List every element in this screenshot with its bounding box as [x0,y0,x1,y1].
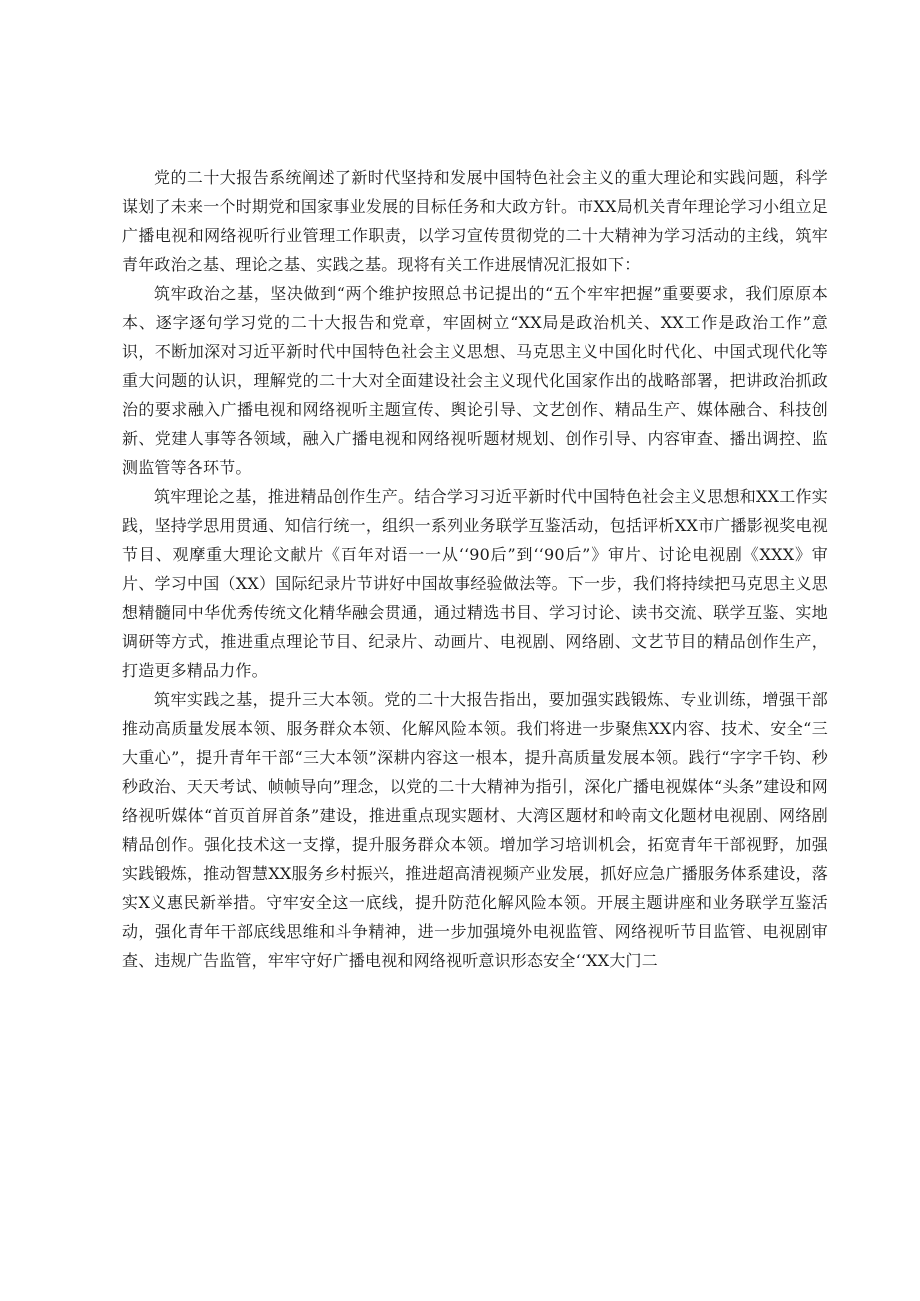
paragraph-political-foundation: 筑牢政治之基，坚决做到“两个维护按照总书记提出的“五个牢牢把握”重要要求，我们原原本本、逐字逐句学习党的二十大报告和党章，牢固树立“XX局是政治机关、XX工作是政治工作”意识，不断加深对习近平新时代中国特色社会主义思想、马克思主义中国化时代化、中国式现代化等重大问题的认识，理解党的二十大对全面建设社会主义现代化国家作出的战略部署，把讲政治抓政治的要求融入广播电视和网络视听主题宣传、舆论引导、文艺创作、精品生产、媒体融合、科技创新、党建人事等各领域，融入广播电视和网络视听题材规划、创作引导、内容审查、播出调控、监测监管等各环节。 [122,284,828,477]
document-body [122,163,828,975]
paragraph-practice-foundation: 筑牢实践之基，提升三大本领。党的二十大报告指出，要加强实践锻炼、专业训练，增强干部推动高质量发展本领、服务群众本领、化解风险本领。我们将进一步聚焦XX内容、技术、安全“三大重心”，提升青年干部“三大本领”深耕内容这一根本，提升高质量发展本领。践行“字字千钧、秒秒政治、天天考试、帧帧导向”理念，以党的二十大精神为指引，深化广播电视媒体“头条”建设和网络视听媒体“首页首屏首条”建设，推进重点现实题材、大湾区题材和岭南文化题材电视剧、网络剧精品创作。强化技术这一支撑，提升服务群众本领。增加学习培训机会，拓宽青年干部视野，加强实践锻炼，推动智慧XX服务乡村振兴，推进超高清视频产业发展，抓好应急广播服务体系建设，落实X义惠民新举措。守牢安全这一底线，提升防范化解风险本领。开展主题讲座和业务联学互鉴活动，强化青年干部底线思维和斗争精神，进一步加强境外电视监管、网络视听节目监管、电视剧审查、违规广告监管，牢牢守好广播电视和网络视听意识形态安全‘‘XX大门二 [122,690,828,970]
paragraph-theory-foundation: 筑牢理论之基，推进精品创作生产。结合学习习近平新时代中国特色社会主义思想和XX工作实践，坚持学思用贯通、知信行统一，组织一系列业务联学互鉴活动，包括评析XX市广播影视奖电视节目、观摩重大理论文献片《百年对语一一从‘‘90后”到‘‘90后”》审片、讨论电视剧《XXX》审片、学习中国（XX）国际纪录片节讲好中国故事经验做法等。下一步，我们将持续把马克思主义思想精髓同中华优秀传统文化精华融会贯通，通过精选书目、学习讨论、读书交流、联学互鉴、实地调研等方式，推进重点理论节目、纪录片、动画片、电视剧、网络剧、文艺节目的精品创作生产，打造更多精品力作。 [122,487,828,680]
paragraph-intro: 党的二十大报告系统阐述了新时代坚持和发展中国特色社会主义的重大理论和实践问题，科学谋划了未来一个时期党和国家事业发展的目标任务和大政方针。市XX局机关青年理论学习小组立足广播电视和网络视听行业管理工作职责，以学习宣传贯彻党的二十大精神为学习活动的主线，筑牢青年政治之基、理论之基、实践之基。现将有关工作进展情况汇报如下： [122,168,828,274]
